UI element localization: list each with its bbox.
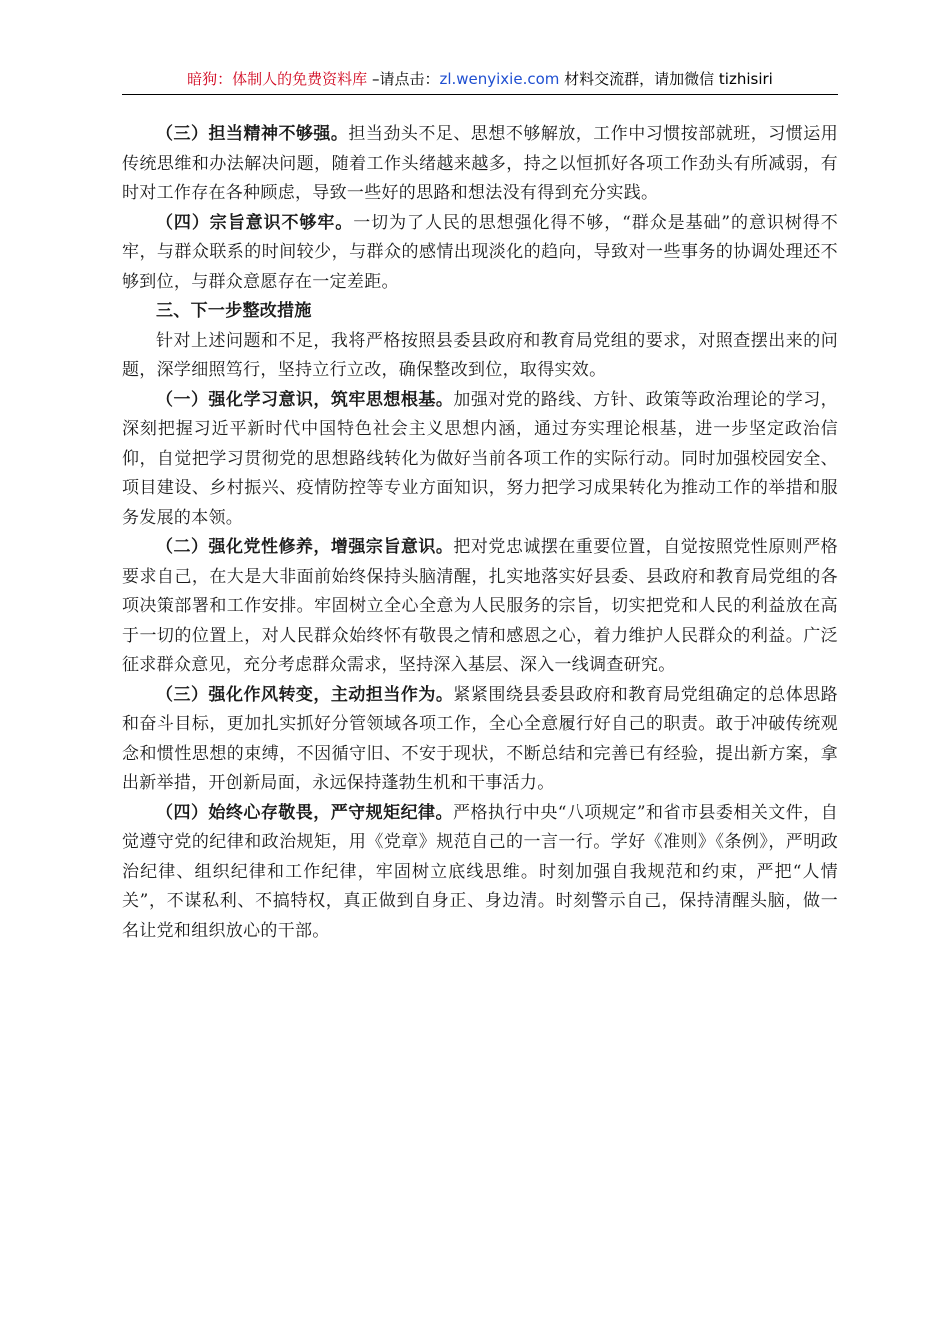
paragraph-bold-lead: （四）宗旨意识不够牢。 (156, 212, 354, 233)
paragraph-bold-lead: （三）担当精神不够强。 (156, 124, 349, 144)
paragraph-measure-2 (122, 533, 838, 681)
paragraph-measure-1 (122, 386, 838, 534)
header-click-prompt: –请点击： (367, 70, 440, 88)
paragraph-bold-lead: （四）始终心存敬畏，严守规矩纪律。 (156, 802, 453, 823)
paragraph-4-purpose (122, 209, 838, 298)
header-wechat-note: 材料交流群，请加微信 tizhisiri (559, 70, 773, 88)
paragraph-text: 加强对党的路线、方针、政策等政治理论的学习，深刻把握习近平新时代中国特色社会主义思想内涵，通过夯实理论根基，进一步坚定政治信仰，自觉把学习贯彻党的思想路线转化为做好当前各项工作的实际行动。同时加强校园安全、项目建设、乡村振兴、疫情防控等专业方面知识，努力把学习成果转化为推动工作的举措和服务发展的本领。 (122, 389, 838, 528)
paragraph-bold-lead: （三）强化作风转变，主动担当作为。 (156, 684, 454, 705)
section-heading-next-steps: 三、下一步整改措施 (156, 301, 312, 321)
header-site-name: 暗狗：体制人的免费资料库 (187, 70, 368, 88)
paragraph-intro: 针对上述问题和不足，我将严格按照县委县政府和教育局党组的要求，对照查摆出来的问题，深学细照笃行，坚持立行立改，确保整改到位，取得实效。 (122, 330, 838, 380)
paragraph-bold-lead: （一）强化学习意识，筑牢思想根基。 (156, 389, 454, 410)
paragraph-text: 担当劲头不足、思想不够解放，工作中习惯按部就班，习惯运用传统思维和办法解决问题，随着工作头绪越来越多，持之以恒抓好各项工作劲头有所减弱，有时对工作存在各种顾虑，导致一些好的思路和想法没有得到充分实践。 (122, 124, 838, 203)
paragraph-text: 紧紧围绕县委县政府和教育局党组确定的总体思路和奋斗目标，更加扎实抓好分管领域各项工作，全心全意履行好自己的职责。敢于冲破传统观念和惯性思想的束缚，不因循守旧、不安于现状，不断总结和完善已有经验，提出新方案，拿出新举措，开创新局面，永远保持蓬勃生机和干事活力。 (122, 684, 838, 793)
paragraph-measure-3 (122, 681, 838, 799)
paragraph-text: 一切为了人民的思想强化得不够，“群众是基础”的意识树得不牢，与群众联系的时间较少，与群众的感情出现淡化的趋向，导致对一些事务的协调处理还不够到位，与群众意愿存在一定差距。 (122, 212, 839, 292)
paragraph-text: 把对党忠诚摆在重要位置，自觉按照党性原则严格要求自己，在大是大非面前始终保持头脑清醒，扎实地落实好县委、县政府和教育局党组的各项决策部署和工作安排。牢固树立全心全意为人民服务的宗旨，切实把党和人民的利益放在高于一切的位置上，对人民群众始终怀有敬畏之情和感恩之心，着力维护人民群众的利益。广泛征求群众意见，充分考虑群众需求，坚持深入基层、深入一线调查研究。 (122, 537, 838, 675)
header-url-link[interactable]: zl.wenyixie.com (439, 70, 560, 88)
paragraph-bold-lead: （二）强化党性修养，增强宗旨意识。 (156, 537, 454, 557)
paragraph-measure-4 (122, 799, 838, 947)
document-body (122, 120, 838, 946)
page-header (122, 66, 838, 95)
paragraph-text: 严格执行中央“八项规定”和省市县委相关文件，自觉遵守党的纪律和政治规矩，用《党章》规范自己的一言一行。学好《准则》《条例》，严明政治纪律、组织纪律和工作纪律，牢固树立底线思维。时刻加强自我规范和约束，严把“人情关”，不谋私利、不搞特权，真正做到自身正、身边清。时刻警示自己，保持清醒头脑，做一名让党和组织放心的干部。 (122, 802, 838, 941)
paragraph-3-responsibility (122, 120, 838, 209)
